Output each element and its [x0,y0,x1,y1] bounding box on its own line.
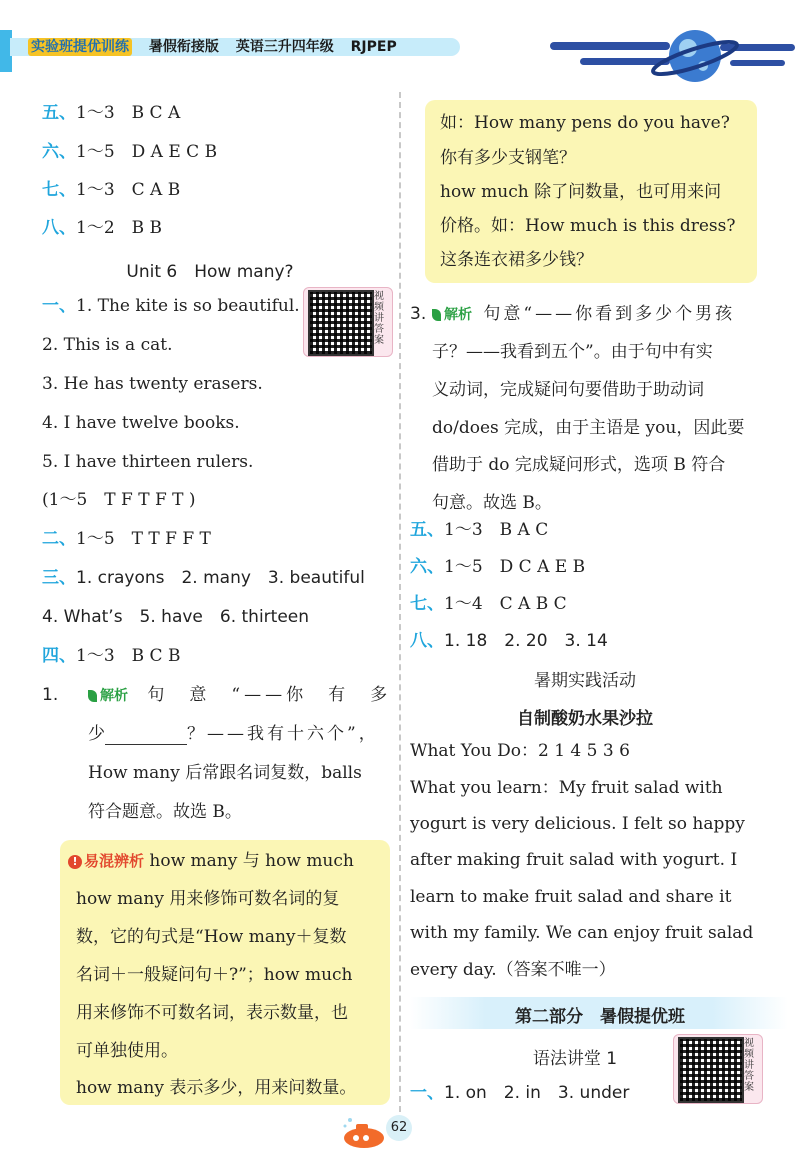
activity-line-7: every day.（答案不唯一） [410,960,616,980]
note-line-7: how many 表示多少，用来问数量。 [76,1078,357,1098]
analysis-tag: 解析 [88,688,128,704]
q1-line-1: 一、1. The kite is so beautiful. [42,296,300,316]
note-line-1: ! 易混辨析 how many 与 how much [68,850,354,872]
q1-line-5: 5. I have thirteen rulers. [42,452,254,472]
right-qr-code[interactable] [678,1037,744,1103]
q3-line-2: 4. What’s 5. have 6. thirteen [42,607,310,627]
note-line-5: 用来修饰不可数名词，表示数量，也 [76,1003,348,1023]
right-answer-8: 八、1. 18 2. 20 3. 14 [410,631,608,651]
analysis-3-num: 3. [410,304,427,324]
analysis-3-line-4: do/does 完成，由于主语是 you，因此要 [432,418,745,438]
note-tag: ! 易混辨析 [68,852,144,870]
right-note-line-5: 这条连衣裙多少钱？ [440,250,593,270]
note-line-2: how many 用来修饰可数名词的复 [76,889,340,909]
left-answer-6: 六、1～5 D A E C B [42,142,218,162]
page-header [0,0,800,100]
lesson-q-line: 一、1. on 2. in 3. under [410,1083,630,1103]
activity-line-3: yogurt is very delicious. I felt so happy [410,814,745,834]
q1-line-2: 2. This is a cat. [42,335,173,355]
q1-line-6: (1～5 T F T F T ) [42,490,196,510]
note-line-6: 可单独使用。 [76,1041,178,1061]
analysis-1-line-3: How many 后常跟名词复数，balls [88,763,362,783]
planet-illustration [540,14,800,94]
right-answer-6: 六、1～5 D C A E B [410,557,586,577]
q4-line: 四、1～3 B C B [42,646,181,666]
left-answer-5: 五、1～3 B C A [42,103,181,123]
note-line-4: 名词＋一般疑问句＋?”；how much [76,965,353,985]
analysis-1-line-2: 少 ？——我有十六个”， [88,724,379,744]
header-subject: 英语三升四年级 [235,39,334,55]
analysis-1-line-1: 解析 句 意 “——你 有 多 [88,684,391,707]
header-brand: 实验班提优训练 [28,38,132,56]
right-note-line-3: how much 除了问数量，也可用来问 [440,182,722,202]
warning-icon: ! [68,855,82,869]
analysis-3-tag: 解析 [432,307,472,323]
analysis-3-line-6: 句意。故选 B。 [432,493,552,513]
answer-blank [105,726,187,745]
header-version: RJPEP [350,39,397,55]
leaf-icon [88,690,97,702]
lesson-title: 语法讲堂 1 [532,1049,618,1069]
analysis-3-line-1: 解析 句意“——你看到多少个男孩 [432,303,735,326]
left-answer-7: 七、1～3 C A B [42,180,181,200]
activity-line-5: learn to make fruit salad and share it [410,887,732,907]
analysis-1-num: 1. [42,685,59,705]
q3-line-1: 三、1. crayons 2. many 3. beautiful [42,568,365,588]
header-edition: 暑假衔接版 [148,39,219,55]
q2-line: 二、1～5 T T F F T [42,529,211,549]
column-divider [399,92,401,1112]
right-answer-7: 七、1～4 C A B C [410,594,567,614]
analysis-3-line-3: 义动词，完成疑问句要借助于助动词 [432,380,704,400]
analysis-1-line-4: 符合题意。故选 B。 [88,802,242,822]
unit-title: Unit 6 How many? [126,262,294,282]
right-qr-label: 视频讲答案 [744,1038,754,1093]
note-line-3: 数，它的句式是“How many＋复数 [76,927,347,947]
left-qr-code[interactable] [308,290,374,356]
left-qr-label: 视频讲答案 [374,291,384,346]
left-answer-8: 八、1～2 B B [42,218,163,238]
analysis-3-line-2: 子？——我看到五个”。由于句中有实 [432,342,713,362]
part-title: 第二部分 暑假提优班 [515,1007,685,1027]
right-note-line-1: 如：How many pens do you have? [440,113,730,133]
right-note-line-4: 价格。如：How much is this dress? [440,216,736,236]
q1-line-4: 4. I have twelve books. [42,413,240,433]
activity-title: 暑期实践活动 [534,671,636,691]
header-title [28,36,409,56]
leaf-icon [432,309,441,321]
page-number: 62 [386,1115,412,1141]
activity-line-2: What you learn：My fruit salad with [410,778,723,798]
q1-line-3: 3. He has twenty erasers. [42,374,263,394]
right-note-line-2: 你有多少支钢笔？ [440,148,576,168]
activity-line-4: after making fruit salad with yogurt. I [410,850,738,870]
analysis-3-line-5: 借助于 do 完成疑问形式，选项 B 符合 [432,455,726,475]
activity-line-6: with my family. We can enjoy fruit salad [410,923,754,943]
submarine-icon [340,1112,392,1152]
activity-line-1: What You Do：2 1 4 5 3 6 [410,741,630,761]
activity-subtitle: 自制酸奶水果沙拉 [517,709,653,729]
right-answer-5: 五、1～3 B A C [410,520,549,540]
